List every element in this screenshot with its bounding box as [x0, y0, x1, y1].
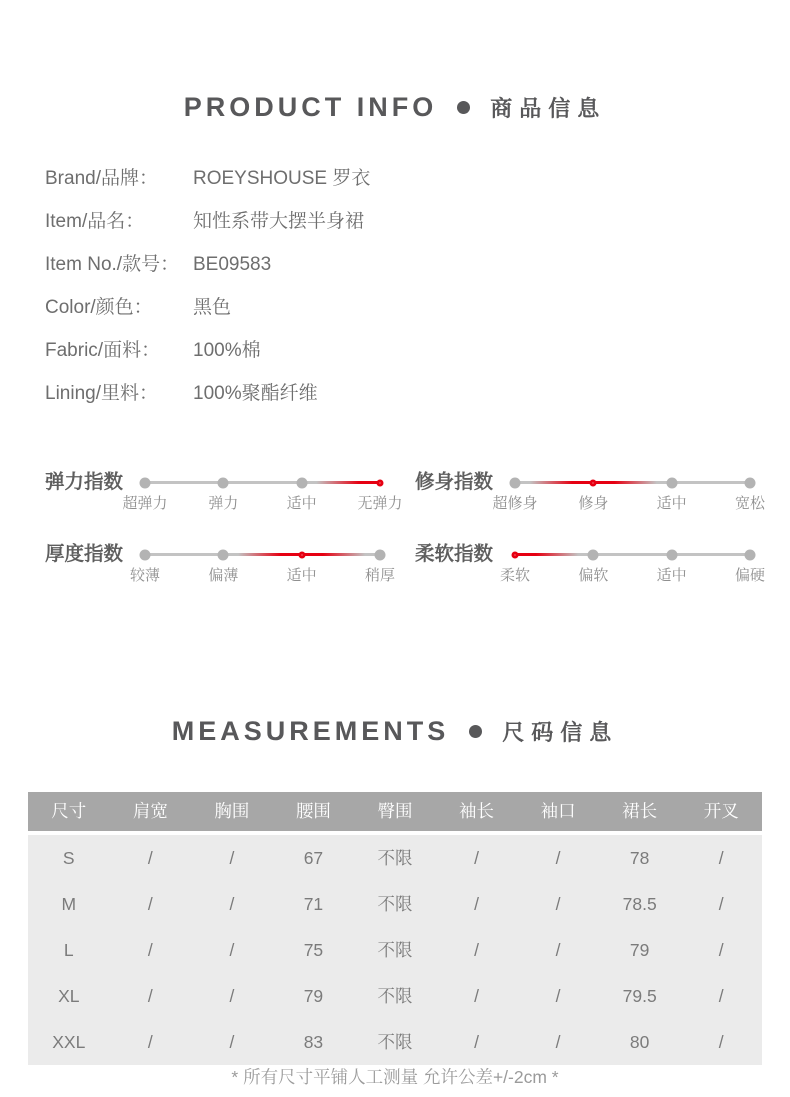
- value-cell: 78: [629, 848, 650, 868]
- value-cell: /: [229, 1032, 235, 1052]
- detail-value: ROEYSHOUSE 罗衣: [193, 168, 371, 189]
- slider-dot: [375, 549, 386, 560]
- index-softness: [415, 543, 766, 598]
- detail-row-brand: [45, 164, 370, 194]
- value-cell: /: [474, 1032, 479, 1052]
- size-cell: XXL: [52, 1032, 86, 1052]
- table-row-xl: [28, 973, 762, 1019]
- value-cell: 不限: [377, 848, 413, 868]
- slider-dot: [296, 477, 307, 488]
- slider-tick-label: 超弹力: [122, 495, 168, 512]
- slider-tick-label: 偏软: [578, 567, 609, 584]
- value-cell: /: [147, 986, 153, 1006]
- detail-row-item-no: [45, 250, 370, 280]
- size-cell: L: [63, 940, 74, 960]
- value-cell: 不限: [377, 940, 413, 960]
- fit-slider: [492, 471, 766, 526]
- value-cell: /: [555, 894, 561, 914]
- slider-tick-label: 偏薄: [208, 567, 239, 584]
- column-header: 袖口: [540, 801, 576, 821]
- value-cell: /: [555, 940, 561, 960]
- value-cell: /: [718, 1032, 724, 1052]
- table-row-m: [28, 881, 762, 927]
- slider-dot: [218, 477, 229, 488]
- size-cell: M: [61, 894, 77, 914]
- detail-row-color: [45, 293, 370, 323]
- column-header: 尺寸: [51, 801, 87, 821]
- product-info-title-en: PRODUCT INFO: [183, 92, 438, 122]
- value-cell: 67: [303, 848, 324, 868]
- index-elasticity: [45, 471, 403, 526]
- product-info-title-zh: 商品信息: [490, 96, 607, 121]
- table-row-s: [28, 835, 762, 881]
- slider-dot: [666, 477, 677, 488]
- product-info-title: [0, 92, 790, 123]
- value-cell: 不限: [377, 986, 413, 1006]
- value-cell: /: [718, 986, 724, 1006]
- value-cell: /: [229, 894, 235, 914]
- column-header: 袖长: [459, 801, 495, 821]
- slider-dot: [510, 477, 521, 488]
- measurement-footnote: * 所有尺寸平铺人工测量 允许公差+/-2cm *: [231, 1067, 559, 1087]
- value-cell: /: [555, 848, 561, 868]
- slider-track: [145, 553, 380, 556]
- slider-tick-label: 适中: [286, 495, 317, 512]
- product-details: [45, 164, 370, 422]
- slider-dot: [588, 549, 599, 560]
- slider-tick-label: 超修身: [492, 495, 538, 512]
- value-cell: 80: [629, 1032, 650, 1052]
- slider-tick-label: 偏硬: [734, 567, 766, 584]
- slider-dot: [666, 549, 677, 560]
- value-cell: 83: [303, 1032, 324, 1052]
- column-header: 胸围: [214, 801, 250, 821]
- slider-dot: [377, 479, 384, 486]
- slider-tick-label: 适中: [656, 567, 687, 584]
- slider-dot: [745, 477, 756, 488]
- dot-separator-icon: [457, 101, 470, 114]
- slider-tick-label: 柔软: [499, 567, 531, 584]
- slider-tick-label: 宽松: [734, 495, 766, 512]
- table-row-l: [28, 927, 762, 973]
- detail-label: Brand/品牌：: [45, 168, 158, 189]
- index-fit: [415, 471, 766, 526]
- detail-label: Item No./款号：: [45, 254, 180, 275]
- value-cell: 78.5: [622, 894, 657, 914]
- index-name: 柔软指数: [415, 543, 494, 565]
- value-cell: /: [147, 848, 153, 868]
- thickness-slider: [129, 543, 396, 598]
- index-thickness: [45, 543, 396, 598]
- column-header: 开叉: [703, 801, 739, 821]
- detail-label: Item/品名：: [45, 211, 145, 232]
- value-cell: /: [229, 848, 235, 868]
- slider-track: [145, 481, 380, 484]
- index-name: 厚度指数: [45, 543, 124, 565]
- value-cell: /: [474, 940, 479, 960]
- slider-track: [515, 481, 750, 484]
- measurements-title-en: MEASUREMENTS: [171, 716, 450, 746]
- value-cell: /: [474, 986, 479, 1006]
- value-cell: /: [555, 1032, 561, 1052]
- slider-dot: [745, 549, 756, 560]
- measurements-title: [0, 716, 790, 747]
- slider-tick-label: 无弹力: [357, 495, 403, 512]
- slider-dot: [590, 479, 597, 486]
- detail-label: Lining/里料：: [45, 383, 158, 404]
- size-cell: XL: [58, 986, 80, 1006]
- value-cell: 不限: [377, 1032, 413, 1052]
- index-sliders: [45, 471, 766, 598]
- value-cell: 79: [303, 986, 324, 1006]
- value-cell: 79.5: [622, 986, 657, 1006]
- value-cell: /: [474, 894, 479, 914]
- size-table: [28, 792, 762, 1065]
- detail-row-lining: [45, 379, 370, 409]
- detail-value: 100%棉: [193, 340, 261, 361]
- value-cell: /: [229, 940, 235, 960]
- value-cell: 不限: [377, 894, 413, 914]
- size-table-body: [28, 835, 762, 1065]
- value-cell: /: [147, 940, 153, 960]
- slider-tick-label: 适中: [286, 567, 317, 584]
- value-cell: /: [147, 894, 153, 914]
- value-cell: /: [555, 986, 561, 1006]
- size-cell: S: [62, 848, 75, 868]
- column-header: 肩宽: [132, 801, 168, 821]
- value-cell: 71: [303, 894, 324, 914]
- table-row-xxl: [28, 1019, 762, 1065]
- value-cell: /: [474, 848, 479, 868]
- detail-row-fabric: [45, 336, 370, 366]
- detail-value: 黑色: [193, 297, 232, 318]
- detail-label: Fabric/面料：: [45, 340, 161, 361]
- slider-track: [515, 553, 750, 556]
- slider-dot: [140, 549, 151, 560]
- slider-tick-label: 较薄: [129, 567, 161, 584]
- slider-dot: [218, 549, 229, 560]
- value-cell: 75: [303, 940, 324, 960]
- slider-tick-label: 修身: [578, 495, 609, 512]
- column-header: 腰围: [295, 801, 331, 821]
- size-table-header: [28, 792, 762, 831]
- elasticity-slider: [122, 471, 403, 526]
- value-cell: /: [718, 894, 724, 914]
- value-cell: /: [718, 940, 724, 960]
- column-header: 臀围: [377, 801, 413, 821]
- detail-row-item: [45, 207, 370, 237]
- value-cell: /: [718, 848, 724, 868]
- detail-value: BE09583: [193, 254, 272, 275]
- slider-dot: [512, 551, 519, 558]
- column-header: 裙长: [622, 801, 658, 821]
- value-cell: 79: [629, 940, 650, 960]
- slider-tick-label: 稍厚: [364, 567, 396, 584]
- detail-value: 知性系带大摆半身裙: [193, 211, 365, 232]
- slider-dot: [298, 551, 305, 558]
- measurements-title-zh: 尺码信息: [502, 720, 619, 745]
- softness-slider: [499, 543, 766, 598]
- detail-value: 100%聚酯纤维: [193, 383, 318, 404]
- detail-label: Color/颜色：: [45, 297, 153, 318]
- dot-separator-icon: [469, 725, 482, 738]
- slider-tick-label: 弹力: [208, 495, 239, 512]
- value-cell: /: [147, 1032, 153, 1052]
- slider-tick-label: 适中: [656, 495, 687, 512]
- index-name: 弹力指数: [45, 471, 124, 493]
- value-cell: /: [229, 986, 235, 1006]
- slider-dot: [140, 477, 151, 488]
- index-name: 修身指数: [415, 471, 494, 493]
